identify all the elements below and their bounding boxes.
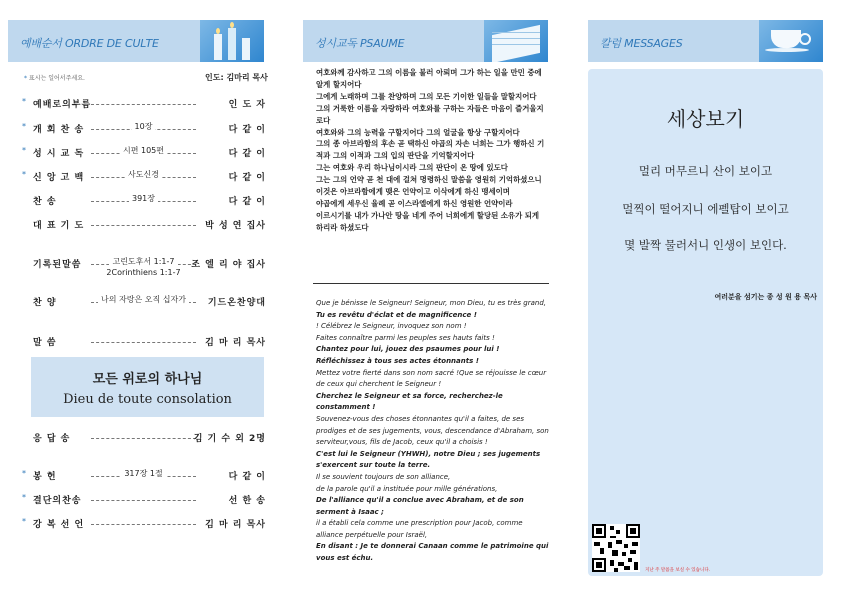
leader-dots [91,524,196,525]
worship-header [8,20,264,62]
psalm-verse-french: Il se souvient toujours de son alliance, [316,472,451,481]
psalm-verse-french: Tu es revêtu d'éclat et de magnificence ! [316,310,477,319]
psalm-verse-french: ! Célébrez le Seigneur, invoquez son nom ! [316,322,467,331]
standing-star-icon: * [22,122,26,131]
order-item-label: 성 시 교 독 [33,149,85,159]
psalm-verse-french: Réfléchissez à tous ses actes étonnants ! [316,356,479,365]
order-row [22,295,266,309]
qr-code-icon[interactable] [592,524,640,572]
column-line: 몇 발짝 물러서니 인생이 보인다. [624,238,787,252]
standing-star-icon: * [22,97,26,106]
order-row [22,469,266,483]
psalm-verse-french: En disant : Je te donnerai Canaan comme le patrimoine qui vous est échu. [316,542,549,563]
psalm-verse: 이것은 아브라함에게 맺은 언약이고 이삭에게 하신 맹세이며 [316,187,510,197]
standing-star-icon: * [22,517,26,526]
psalm-verse: 야곱에게 세우신 율례 곧 이스라엘에게 하신 영원한 언약이라 [316,198,513,208]
order-item-person: 다 같 이 [228,472,266,482]
order-item-person: 선 한 송 [228,496,266,506]
psalm-header-title: 성시교독 PSAUME [315,37,405,50]
order-row [22,170,266,184]
leader-dots [91,342,196,343]
leader-label: 인도: 김마리 목사 [205,73,268,82]
psalm-verse: 그의 종 아브라함의 후손 곧 택하신 야곱의 자손 너희는 그가 행하신 기적과 그의 이적과 그의 입의 판단을 기억할지어다 [316,139,545,161]
order-item-detail: 시편 105편 [91,145,196,156]
psalm-verse: 그는 여호와 우리 하나님이시라 그의 판단이 온 땅에 있도다 [316,163,508,173]
psalm-verse: 이르시기를 내가 가나안 땅을 네게 주어 너희에게 할당된 소유가 되게 하리라 하셨도다 [316,210,540,232]
leader-dots [91,225,196,226]
order-item-person: 김 마 리 목사 [205,520,266,530]
column-title: 세상보기 [666,107,745,131]
column-author: 여러분을 섬기는 종 성 원 용 목사 [714,293,817,301]
order-item-label: 찬 양 [33,298,57,308]
psalm-verse-french: Que je bénisse le Seigneur! Seigneur, mon Dieu, tu es très grand, [316,299,547,307]
order-item-detail: 317장 1절 [91,468,196,479]
order-item-label: 찬 송 [33,197,57,207]
order-item-person: 조 엘 리 야 집사 [191,260,266,270]
leader-dots [91,500,196,501]
psalm-french-text [316,298,549,565]
order-item-label: 기록된말씀 [33,260,82,270]
psalm-verse: 여호와와 그의 능력을 구할지어다 그의 얼굴을 항상 구할지어다 [316,127,520,137]
leader-dots [91,104,196,105]
column-line: 멀찍이 떨어지니 에펠탑이 보이고 [622,202,789,216]
column-line: 멀리 머무르니 산이 보이고 [638,164,773,178]
standing-star-icon: * [22,170,26,179]
column-card [588,69,823,576]
order-item-label: 응 답 송 [33,434,71,444]
order-item-person: 다 같 이 [228,125,266,135]
leader-dots [91,438,196,439]
divider [313,283,549,284]
order-item-label: 결단의찬송 [33,496,82,506]
order-row [22,257,266,277]
sermon-title-korean: 모든 위로의 하나님 [92,372,203,387]
psalm-verse-french: de la parole qu'il a instituée pour mille générations, [316,484,498,493]
order-row [22,122,266,136]
psalm-verse: 여호와께 감사하고 그의 이름을 불러 아뢰며 그가 하는 일을 만민 중에 알게 할지어다 [316,68,542,89]
psalm-korean-text [316,67,548,234]
order-row [22,493,266,507]
column-header-title: 칼럼 MESSAGES [600,37,683,50]
psalm-verse-french: C'est lui le Seigneur (YHWH), notre Dieu ; ses jugements s'exercent sur toute la terre. [316,449,541,470]
standing-star-icon: * [22,146,26,155]
psalm-header [303,20,548,62]
order-item-label: 신 앙 고 백 [33,173,85,183]
order-item-label: 봉 헌 [33,472,57,482]
sermon-title-french: Dieu de toute consolation [63,392,232,407]
order-row [22,97,266,111]
coffee-cup-illustration-icon [759,20,823,62]
order-item-detail: 사도신경 [91,169,196,180]
candles-illustration-icon [200,20,264,62]
order-row [22,146,266,160]
order-row [22,335,266,349]
psalm-verse: 그는 그의 언약 곧 천 대에 걸쳐 명령하신 말씀을 영원히 기억하셨으니 [316,175,542,185]
order-item-person: 기드온찬양대 [207,298,266,308]
order-item-label: 예배로의부름 [33,100,92,110]
order-item-person: 김 기 수 외 2명 [193,434,266,444]
order-item-label: 대 표 기 도 [33,221,85,231]
order-row [22,218,266,232]
order-item-label: 강 복 선 언 [33,520,85,530]
standing-star-icon: * [22,493,26,502]
psalm-verse-french: Faites connaître parmi les peuples ses hauts faits ! [316,333,495,342]
order-item-detail: 391장 [91,193,196,204]
order-item-detail: 고린도후서 1:1-7 [91,256,196,267]
qr-note: 지난 주 말씀을 보실 수 있습니다. [645,568,711,573]
psalm-verse-french: il a établi cela comme une prescription pour Jacob, comme alliance perpétuelle pour Israël, [316,519,523,539]
book-illustration-icon [484,20,548,62]
order-item-person: 다 같 이 [228,197,266,207]
order-item-detail: 10장 [91,121,196,132]
psalm-verse-french: Cherchez le Seigneur et sa force, recherchez-le constamment ! [316,391,503,412]
order-item-detail: 나의 자랑은 오직 십자가 [91,294,196,305]
standing-note: * 표시는 일어서주세요. [24,75,85,82]
order-item-detail-2: 2Corinthiens 1:1-7 [91,268,196,277]
psalm-verse-french: Souvenez-vous des choses étonnantes qu'il a faites, de ses prodiges et de ses jugements, vous, descendance d'Abraham, son serviteur,vous, fils de Jacob, ceux qu'il a choisis ! [316,414,549,447]
psalm-verse: 그에게 노래하며 그를 찬양하며 그의 모든 기이한 일들을 말할지어다 [316,91,537,101]
order-item-person: 다 같 이 [228,173,266,183]
order-item-label: 개 회 찬 송 [33,125,85,135]
standing-star-icon: * [22,469,26,478]
psalm-verse-french: De l'alliance qu'il a conclue avec Abraham, et de son serment à Isaac ; [316,496,524,516]
column-header [588,20,823,62]
order-item-person: 다 같 이 [228,149,266,159]
order-item-person: 인 도 자 [228,100,266,110]
psalm-verse: 그의 거룩한 이름을 자랑하라 여호와를 구하는 자들은 마음이 즐거울지로다 [316,103,544,125]
order-row [22,431,266,445]
order-row [22,194,266,208]
order-row [22,517,266,531]
sermon-title-box [31,357,264,417]
worship-header-title: 예배순서 ORDRE DE CULTE [20,37,159,50]
order-item-person: 박 성 연 집사 [205,221,266,231]
psalm-verse-french: Mettez votre fierté dans son nom sacré !Que se réjouisse le cœur de ceux qui cherchent le Seigneur ! [316,368,547,389]
order-item-label: 말 씀 [33,338,57,348]
order-item-person: 김 마 리 목사 [205,338,266,348]
psalm-verse-french: Chantez pour lui, jouez des psaumes pour lui ! [316,345,500,354]
